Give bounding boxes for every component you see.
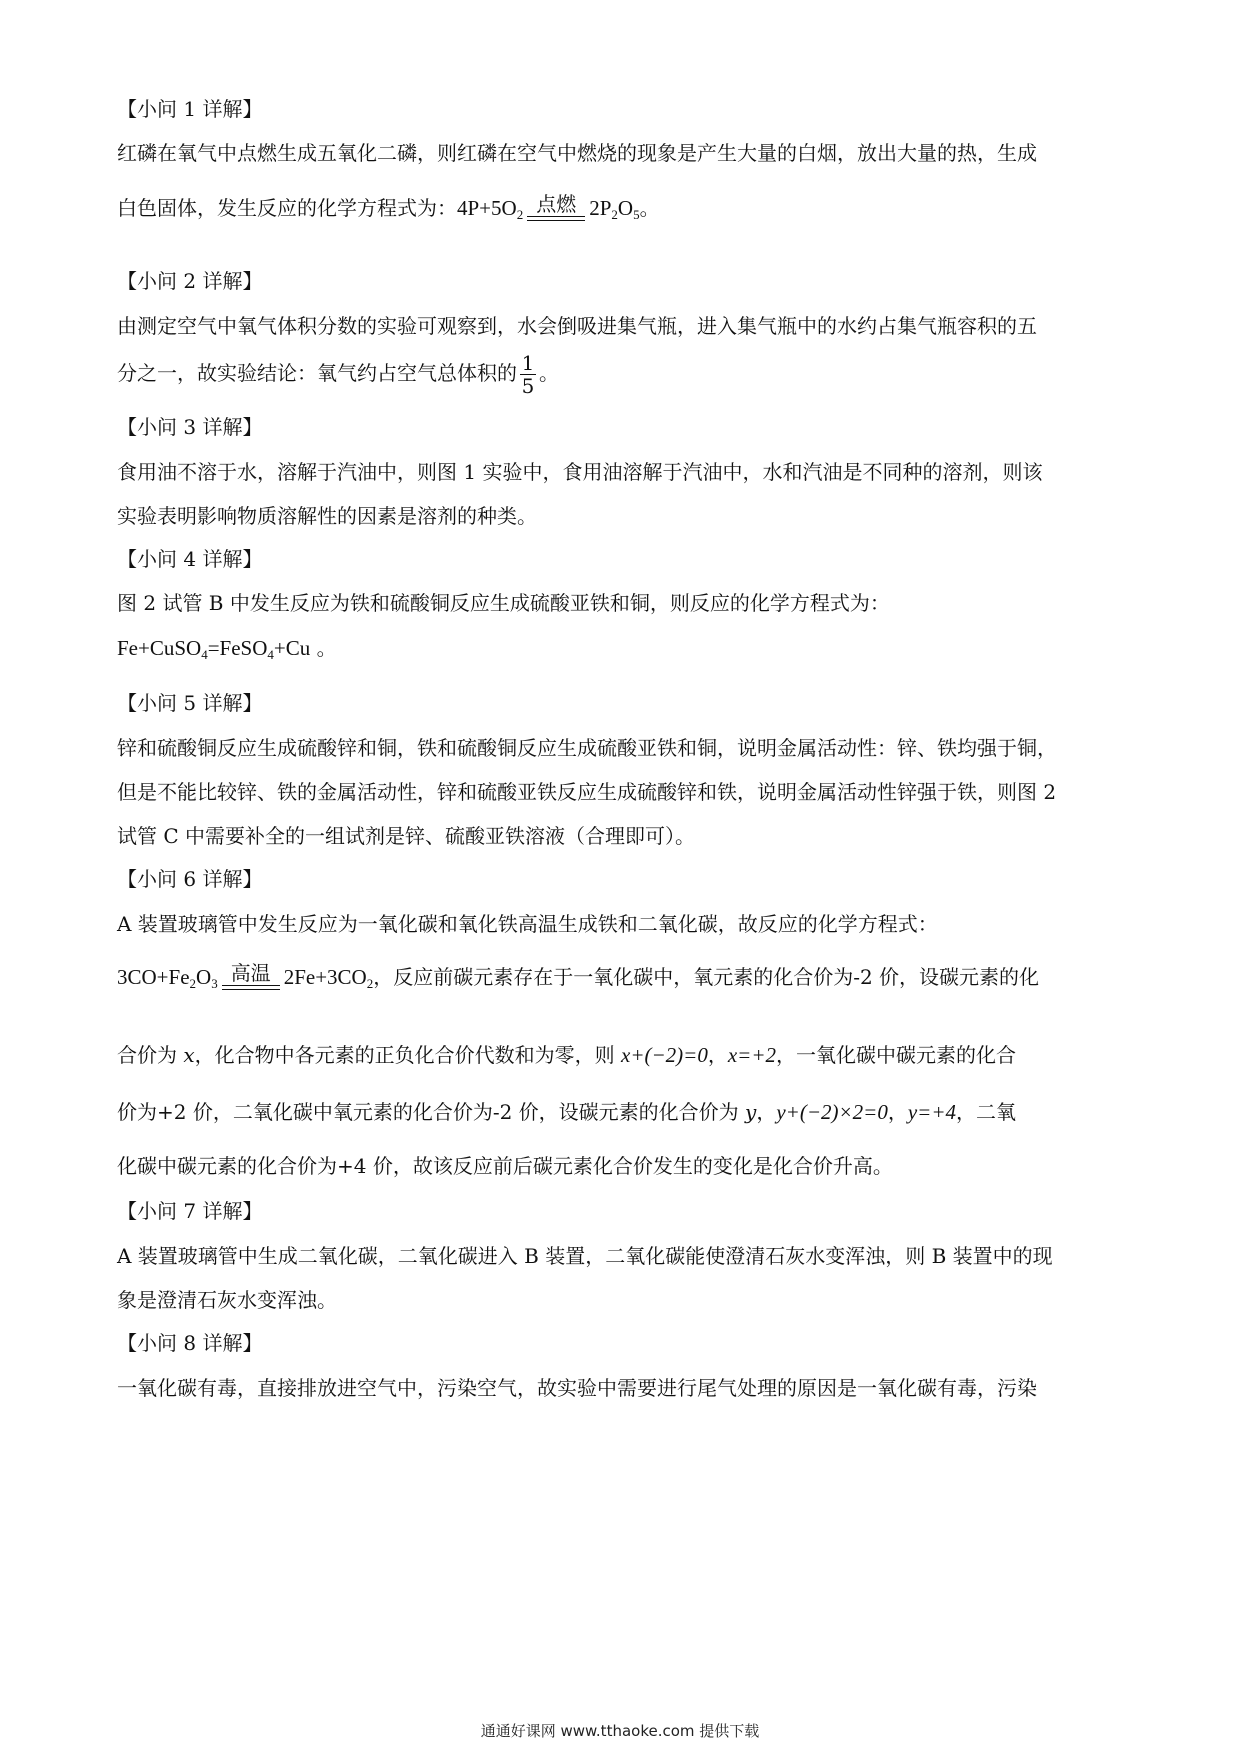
section-1-heading: 【小问 1 详解】: [117, 97, 263, 121]
section-3-line-1: 食用油不溶于水，溶解于汽油中，则图 1 实验中，食用油溶解于汽油中，水和汽油是不同种的溶剂，则该: [117, 460, 1043, 484]
section-1-line-1: 红磷在氧气中点燃生成五氧化二磷，则红磷在空气中燃烧的现象是产生大量的白烟，放出大量的热，生成: [117, 141, 1037, 165]
section-7-line-2: 象是澄清石灰水变浑浊。: [117, 1288, 337, 1312]
section-5-heading: 【小问 5 详解】: [117, 691, 263, 715]
section-2-line-1: 由测定空气中氧气体积分数的实验可观察到，水会倒吸进集气瓶，进入集气瓶中的水约占集气瓶容积的五: [117, 314, 1037, 338]
section-4-heading: 【小问 4 详解】: [117, 547, 263, 571]
expression-y-value: y=+4: [907, 1100, 957, 1124]
equation-co-iron-oxide: $3CO+Fe_2O_3$ 高温 $2Fe+3CO_2$: [117, 963, 374, 991]
equation-phosphorus: $4P+5O_2$ 点燃 $2P_2O_5$: [457, 194, 640, 222]
section-4-equation-line: Fe+CuSO$_4$=FeSO$_4$+Cu 。: [117, 636, 337, 662]
section-2-heading: 【小问 2 详解】: [117, 269, 263, 293]
fraction-one-fifth: $\frac{1}{5}$: [521, 351, 535, 398]
section-5-line-1: 锌和硫酸铜反应生成硫酸锌和铜，铁和硫酸铜反应生成硫酸亚铁和铜，说明金属活动性：锌、铁均强于铜，: [117, 736, 1057, 760]
expression-x-sum: x+(−2)=0: [621, 1043, 708, 1067]
section-7-line-1: A 装置玻璃管中生成二氧化碳，二氧化碳进入 B 装置，二氧化碳能使澄清石灰水变浑浊，则 B 装置中的现: [117, 1244, 1053, 1268]
section-6-line-3: 合价为 x，化合物中各元素的正负化合价代数和为零，则 x+(−2)=0，x=+2，一氧化碳中碳元素的化合: [117, 1043, 1016, 1067]
section-6-line-1: A 装置玻璃管中发生反应为一氧化碳和氧化铁高温生成铁和二氧化碳，故反应的化学方程式：: [117, 912, 938, 936]
section-6-line-5: 化碳中碳元素的化合价为+4 价，故该反应前后碳元素化合价发生的变化是化合价升高。: [117, 1154, 893, 1178]
section-7-heading: 【小问 7 详解】: [117, 1199, 263, 1223]
section-6-line-2: $3CO+Fe_2O_3$ 高温 $2Fe+3CO_2$，反应前碳元素存在于一氧化碳中，氧元素的化合价为-2 价，设碳元素的化: [117, 963, 1040, 991]
expression-y-sum: y+(−2)×2=0: [776, 1100, 888, 1124]
section-1-line-2: 白色固体，发生反应的化学方程式为：$4P+5O_2$ 点燃 $2P_2O_5$。: [117, 194, 660, 222]
section-3-heading: 【小问 3 详解】: [117, 415, 263, 439]
equation-iron-copper-sulfate: Fe+CuSO$_4$=FeSO$_4$+Cu: [117, 636, 311, 662]
section-4-line-1: 图 2 试管 B 中发生反应为铁和硫酸铜反应生成硫酸亚铁和铜，则反应的化学方程式为：: [117, 591, 890, 615]
section-5-line-3: 试管 C 中需要补全的一组试剂是锌、硫酸亚铁溶液（合理即可）。: [117, 824, 696, 848]
section-8-heading: 【小问 8 详解】: [117, 1331, 263, 1355]
section-6-heading: 【小问 6 详解】: [117, 867, 263, 891]
section-5-line-2: 但是不能比较锌、铁的金属活动性，锌和硫酸亚铁反应生成硫酸锌和铁，说明金属活动性锌强于铁，则图 2: [117, 780, 1057, 804]
section-6-line-4: 价为+2 价，二氧化碳中氧元素的化合价为-2 价，设碳元素的化合价为 y，y+(−2)×2=0，y=+4，二氧: [117, 1100, 1017, 1124]
section-3-line-2: 实验表明影响物质溶解性的因素是溶剂的种类。: [117, 504, 537, 528]
section-8-line-1: 一氧化碳有毒，直接排放进空气中，污染空气，故实验中需要进行尾气处理的原因是一氧化碳有毒，污染: [117, 1376, 1037, 1400]
footer-source: 通通好课网 www.tthaoke.com 提供下载: [480, 1722, 760, 1740]
section-2-line-2: 分之一，故实验结论：氧气约占空气总体积的 $\frac{1}{5}$ 。: [117, 351, 559, 398]
expression-x-value: x=+2: [727, 1043, 776, 1067]
condition-high-temp: 高温: [222, 964, 280, 990]
condition-ignite: 点燃: [527, 195, 585, 221]
